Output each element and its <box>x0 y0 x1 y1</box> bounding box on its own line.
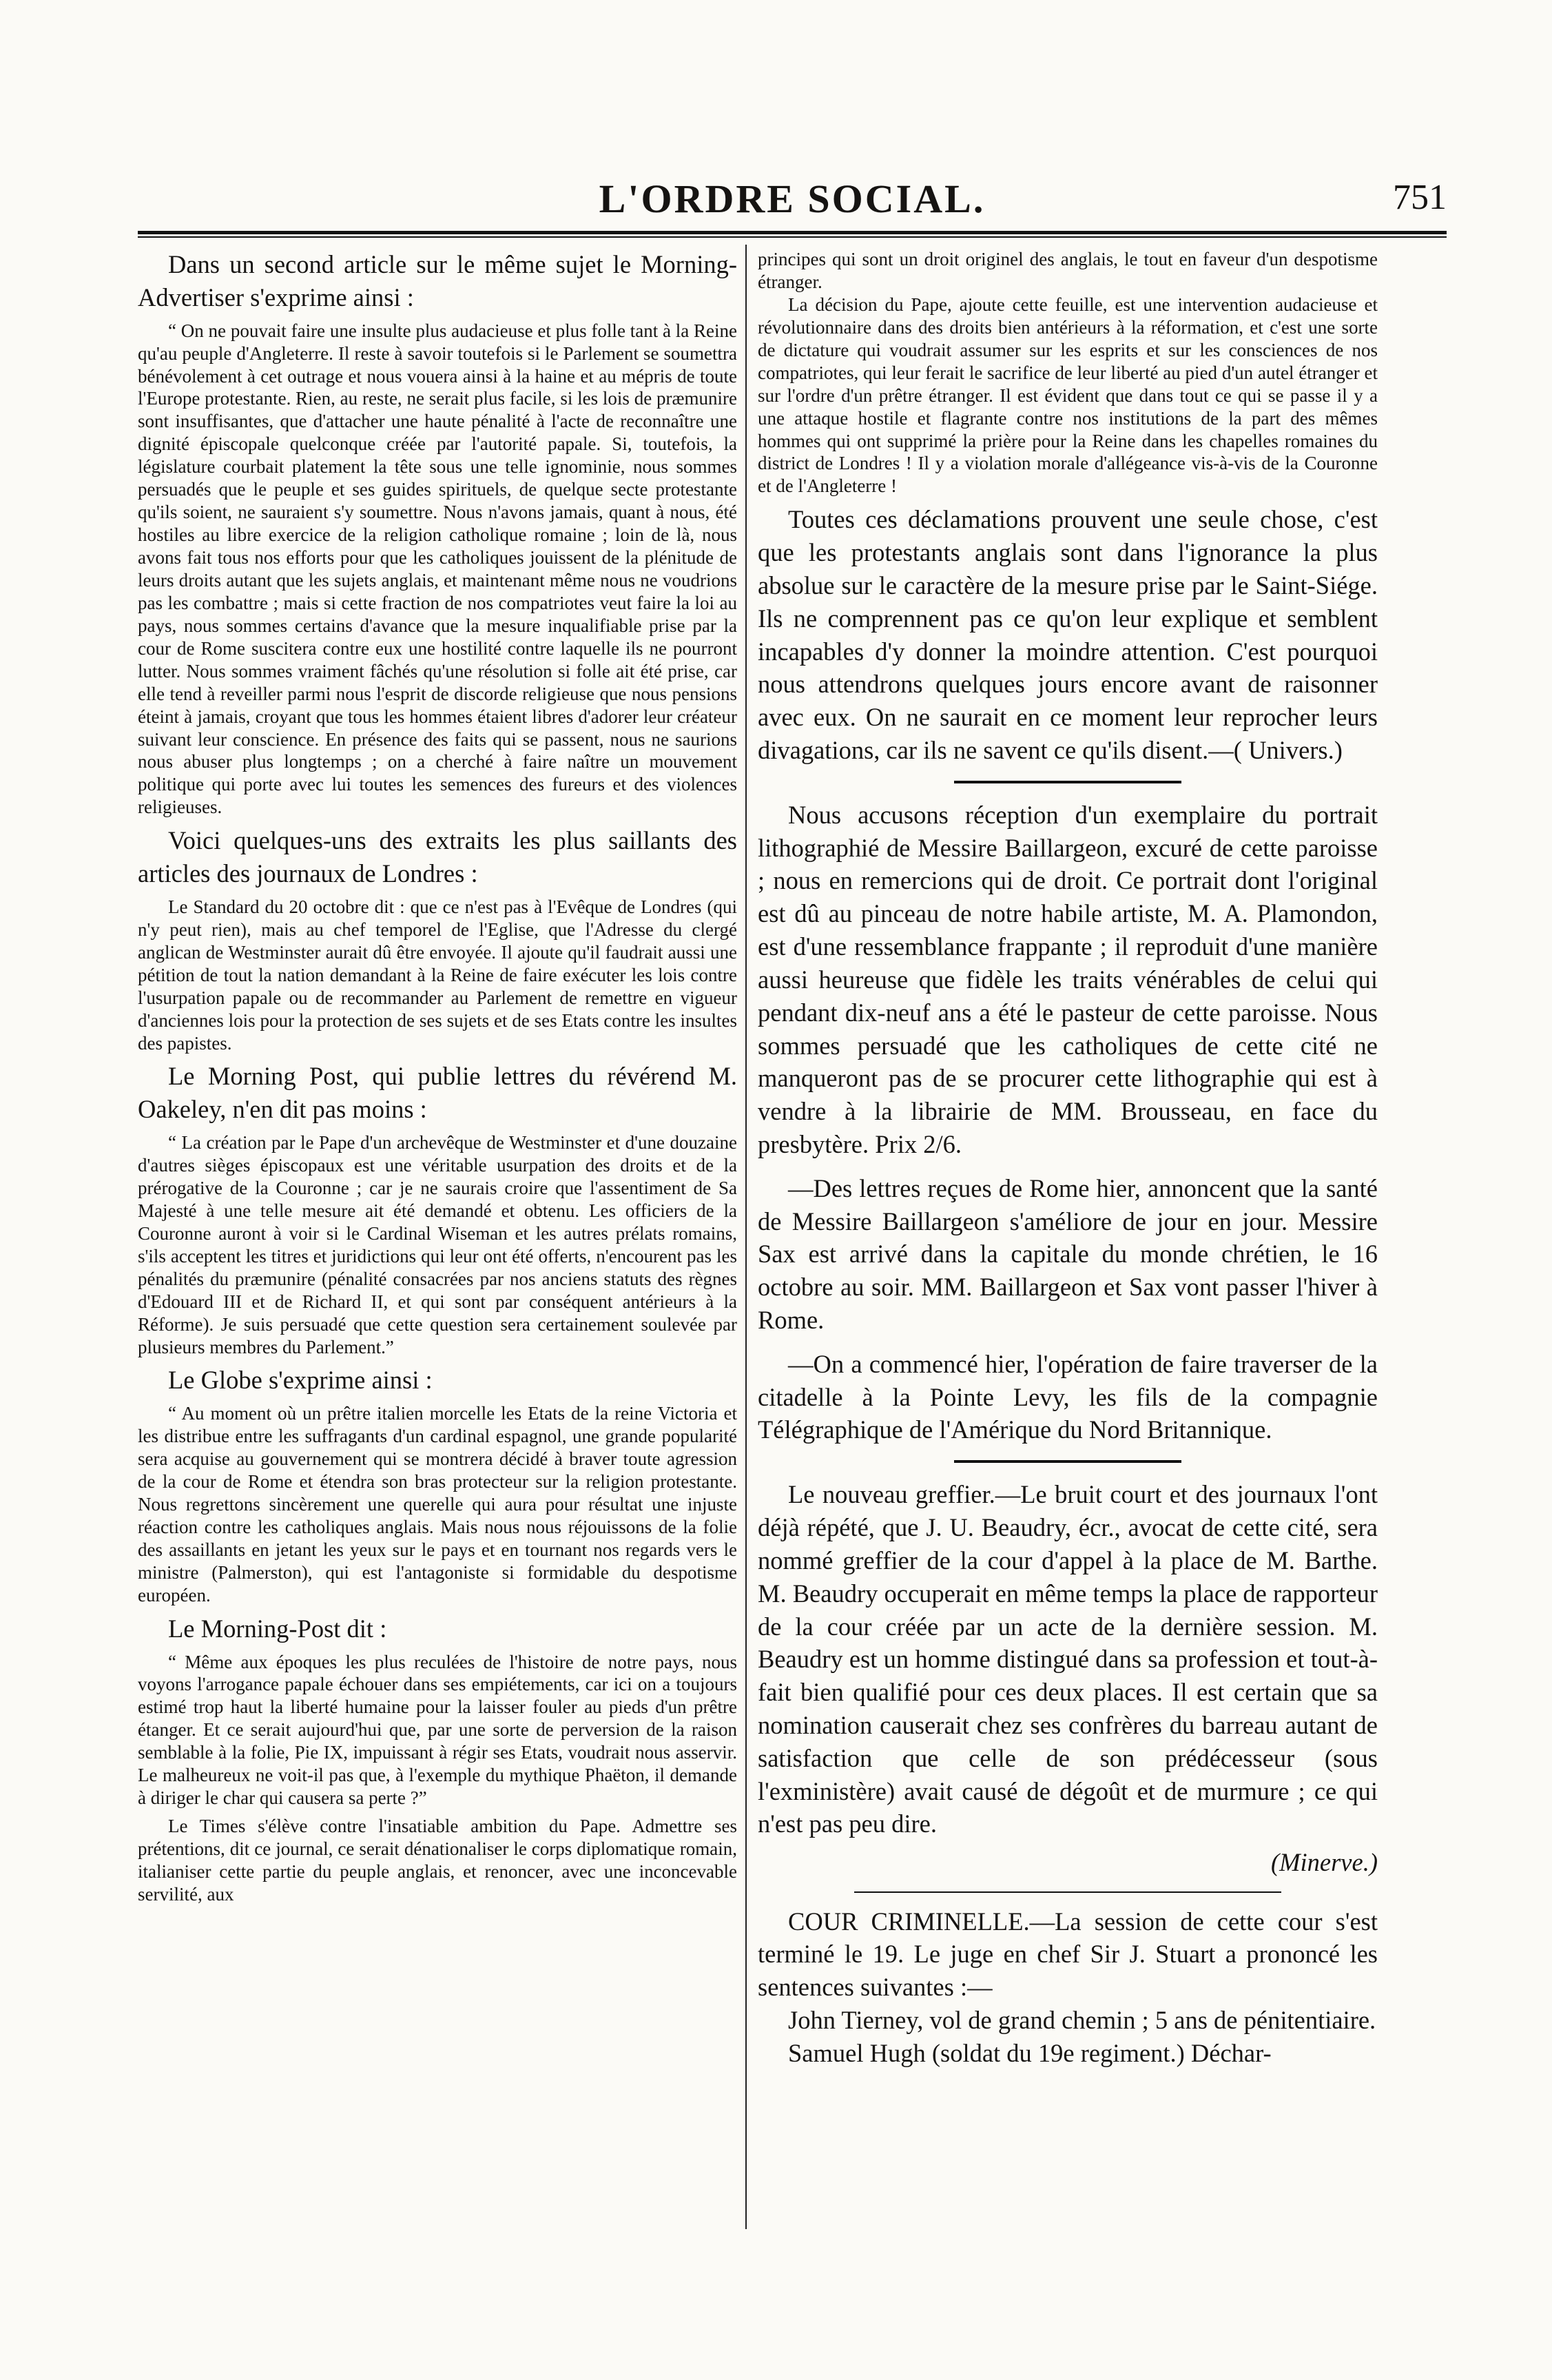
paragraph: Le Morning-Post dit : <box>168 1614 387 1643</box>
section-rule <box>954 781 1181 783</box>
paragraph: Le Globe s'exprime ainsi : <box>168 1366 433 1395</box>
paragraph: La décision du Pape, ajoute cette feuille, est une intervention audacieuse et révolutionnaire dans des droits bien antérieurs à la réformation, et c'est une sorte de dictature qui voudrait assumer sur les esprits et sur les consciences de nos compatriotes, qui leur ferait le sacrifice de leur liberté au pied d'un autel étranger et sur l'ordre d'un prêtre étranger. Il est évident que dans tout ce qui se passe il y a une attaque hostile et flagrante contre nos institutions de la part des mêmes hommes qui ont supprimé la prière pour la Reine dans les chapelles romaines du district de Londres ! Il y a violation morale d'allégeance vis-à-vis de la Couronne et de l'Angleterre ! <box>758 294 1378 497</box>
right-column <box>758 248 1378 2239</box>
paragraph: Samuel Hugh (soldat du 19e regiment.) Déchar- <box>788 2038 1272 2067</box>
quote-paragraph: “ Même aux époques les plus reculées de l'histoire de notre pays, nous voyons l'arrogance papale échouer dans ses empiétements, car ici on a toujours estimé trop haut la liberté humaine pour la laisser fouler au pieds d'un prêtre étanger. Et ce serait aujourd'hui que, par une sorte de perversion de la raison semblable à la folie, Pie IX, impuissant à régir ses Etats, voudrait nous asservir. Le malheureux ne voit-il pas que, à l'exemple du mythique Phaëton, il demande à diriger le char qui causera sa perte ?” <box>138 1651 737 1809</box>
section-rule <box>854 1891 1281 1893</box>
paragraph: —On a commencé hier, l'opération de faire traverser de la citadelle à la Pointe Levy, les fils de la compagnie Télégraphique de l'Amérique du Nord Britannique. <box>758 1349 1378 1444</box>
paragraph: Le nouveau greffier.—Le bruit court et des journaux l'ont déjà répété, que J. U. Beaudry, écr., avocat de cette cité, sera nommé greffier de la cour d'appel à la place de M. Barthe. M. Beaudry occuperait en même temps la place de rapporteur de la cour créée par un acte de la dernière session. M. Beaudry est un homme distingué dans sa profession et tout-à-fait bien qualifié pour ces deux places. Il est certain que sa nomination causerait chez ses confrères du barreau autant de satisfaction que celle de son prédécesseur (sous l'exministère) avait causé de dégoût et de murmure ; ce qui n'est pas peu dire. <box>758 1480 1378 1838</box>
paragraph: Voici quelques-uns des extraits les plus saillants des articles des journaux de Londres : <box>138 826 737 888</box>
left-column <box>138 248 737 2239</box>
paragraph: Le Times s'élève contre l'insatiable ambition du Pape. Admettre ses prétentions, dit ce journal, ce serait dénationaliser le corps diplomatique romain, italianiser cette partie du peuple anglais, et renoncer, avec une inconcevable servilité, aux <box>138 1816 737 1905</box>
page-number: 751 <box>1393 178 1447 217</box>
header-rule-thin <box>138 236 1447 238</box>
paragraph: Le Standard du 20 octobre dit : que ce n'est pas à l'Evêque de Londres (qui n'y peut rien), mais au chef temporel de l'Eglise, que l'Adresse du clergé anglican de Westminster aurait dû être envoyée. Il ajoute qu'il faudrait aussi une pétition de tout la nation demandant à la Reine de faire exécuter les lois contre l'usurpation papale ou de recommander au Parlement de remettre en vigueur d'anciennes lois pour la protection de ses sujets et de ses Etats contre les insultes des papistes. <box>138 896 737 1054</box>
quote-paragraph: “ On ne pouvait faire une insulte plus audacieuse et plus folle tant à la Reine qu'au peuple d'Angleterre. Il reste à savoir toutefois si le Parlement se soumettra bénévolement à cet outrage et nous vouera ainsi à la haine et au mépris de toute l'Europe protestante. Rien, au reste, ne serait plus facile, si les lois de præmunire sont insuffisantes, que d'attacher une haute pénalité à l'acte de reconnaître une dignité épiscopale quelconque créée par l'autorité papale. Si, toutefois, la législature courbait platement la tête sous une telle ignominie, nous sommes persuadés que le peuple et ses guides spirituels, de quelque secte protestante qu'ils soient, ne sauraient s'y soumettre. Nous n'avons jamais, quant à nous, été hostiles au libre exercice de la religion catholique romaine ; loin de là, nous avons fait tous nos efforts pour que les catholiques jouissent de la plénitude de leurs droits autant que les sujets anglais, et maintenant même nous ne voudrions pas les combattre ; mais si cette fraction de nos compatriotes veut faire la loi au pays, nous sommes certains d'avance que la mesure inqualifiable prise par la cour de Rome suscitera contre eux une hostilité contre laquelle ils ne pourront lutter. Nous sommes vraiment fâchés qu'une résolution si folle ait été prise, car elle tend à reveiller parmi nous l'esprit de discorde religieuse que nous pensions éteint à jamais, croyant que tous les hommes étaient libres d'adorer leur créateur suivant leur conscience. En présence des faits qui se passent, nous ne saurions nous abuser plus longtemps ; on a cherché à faire naître un mouvement politique qui porte avec lui toutes les semences des fureurs et des violences religieuses. <box>138 320 737 818</box>
quote-paragraph: “ Au moment où un prêtre italien morcelle les Etats de la reine Victoria et les distribue entre les suffragants d'un cardinal espagnol, une grande popularité sera acquise au gouvernement qui se montrera décidé à braver toute agression de la cour de Rome et étendra son bras protecteur sur la religion protestante. Nous regrettons sincèrement une querelle qui aura pour résultat une injuste réaction contre les catholiques anglais. Mais nous nous réjouissons de la folie des assaillants en jetant les yeux sur le pays et en tournant nos regards vers le ministre (Palmerston), qui est l'antagoniste si formidable du despotisme européen. <box>138 1403 737 1606</box>
page-header <box>138 176 1447 224</box>
header-rule <box>138 231 1447 234</box>
paragraph: Le Morning Post, qui publie lettres du révérend M. Oakeley, n'en dit pas moins : <box>138 1062 737 1124</box>
column-divider <box>745 245 747 2229</box>
section-rule <box>954 1460 1181 1463</box>
running-title: L'ORDRE SOCIAL. <box>599 176 986 221</box>
paragraph: John Tierney, vol de grand chemin ; 5 ans de pénitentiaire. <box>788 2006 1376 2035</box>
paragraph: principes qui sont un droit originel des anglais, le tout en faveur d'un despotisme étranger. <box>758 249 1378 292</box>
paragraph: COUR CRIMINELLE.—La session de cette cour s'est terminé le 19. Le juge en chef Sir J. Stuart a prononcé les sentences suivantes :— <box>758 1907 1378 2002</box>
paragraph: Toutes ces déclamations prouvent une seule chose, c'est que les protestants anglais sont dans l'ignorance la plus absolue sur le caractère de la mesure prise par le Saint-Siége. Ils ne comprennent pas ce qu'on leur explique et semblent incapables d'y donner la moindre attention. C'est pourquoi nous attendrons quelques jours encore avant de raisonner avec eux. On ne saurait en ce moment leur reprocher leurs divagations, car ils ne savent ce qu'ils disent.—( Univers.) <box>758 505 1378 764</box>
quote-paragraph: “ La création par le Pape d'un archevêque de Westminster et d'une douzaine d'autres sièges épiscopaux est une véritable usurpation des droits et de la prérogative de la Couronne ; car je ne saurais croire que l'assentiment de Sa Majesté à une telle mesure ait été demandé et obtenu. Les officiers de la Couronne auront à voir si le Cardinal Wiseman et les autres prélats romains, s'ils acceptent les titres et juridictions qui leur ont été offerts, n'encourent pas les pénalités du præmunire (pénalité consacrées par nos anciens statuts des règnes d'Edouard III et de Richard II, et qui sont par conséquent antérieurs à la Réforme). Je suis persuadé que cette question sera certainement soulevée par plusieurs membres du Parlement.” <box>138 1132 737 1357</box>
paragraph: Nous accusons réception d'un exemplaire du portrait lithographié de Messire Baillargeon, excuré de cette paroisse ; nous en remercions qui de droit. Ce portrait dont l'original est dû au pinceau de notre habile artiste, M. A. Plamondon, est d'une ressemblance frappante ; il reproduit d'une manière aussi heureuse que fidèle les traits vénérables de celui qui pendant dix-neuf ans a été le pasteur de cette paroisse. Nous sommes persuadé que les catholiques de cette cité ne manqueront pas de se procurer cette lithographie qui est à vendre à la librairie de MM. Brousseau, en face du presbytère. Prix 2/6. <box>758 800 1378 1158</box>
paragraph: —Des lettres reçues de Rome hier, annoncent que la santé de Messire Baillargeon s'améliore de jour en jour. Messire Sax est arrivé dans la capitale du monde chrétien, le 16 octobre au soir. MM. Baillargeon et Sax vont passer l'hiver à Rome. <box>758 1173 1378 1334</box>
source-signature: (Minerve.) <box>1270 1848 1378 1877</box>
paragraph: Dans un second article sur le même sujet le Morning-Advertiser s'exprime ainsi : <box>138 250 737 311</box>
